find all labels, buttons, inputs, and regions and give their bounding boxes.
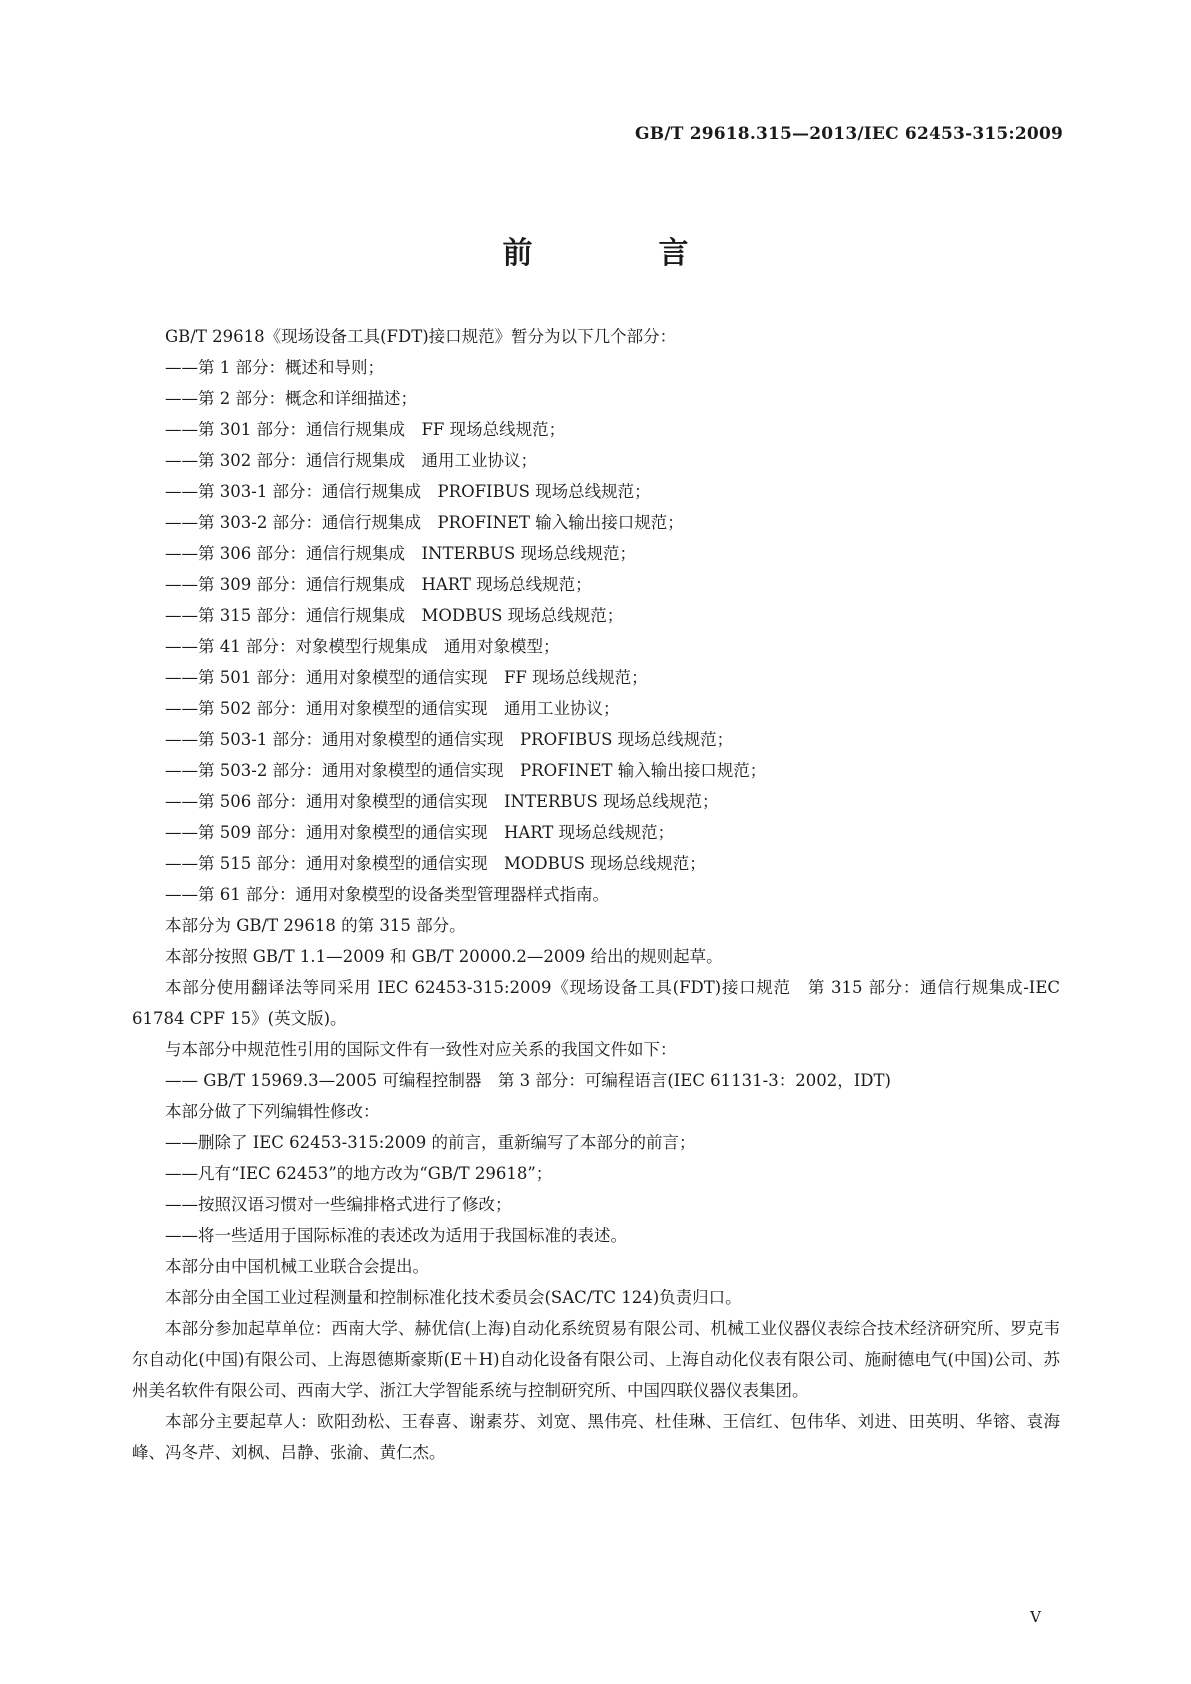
part-list-item: ——第 301 部分：通信行规集成 FF 现场总线规范；: [165, 420, 566, 439]
drafters-paragraph: 本部分主要起草人：欧阳劲松、王春喜、谢素芬、刘宽、黑伟亮、杜佳琳、王信红、包伟华、刘进、田英明、华镕、袁海峰、冯冬芹、刘枫、吕静、张渝、黄仁杰。: [132, 1412, 1060, 1462]
part-list-item: ——第 506 部分：通用对象模型的通信实现 INTERBUS 现场总线规范；: [165, 792, 719, 811]
part-list-item: ——第 503-1 部分：通用对象模型的通信实现 PROFIBUS 现场总线规范；: [165, 730, 734, 749]
part-list-item: ——第 2 部分：概念和详细描述；: [165, 389, 417, 408]
part-list-item: ——第 306 部分：通信行规集成 INTERBUS 现场总线规范；: [165, 544, 636, 563]
part-statement: 本部分为 GB/T 29618 的第 315 部分。: [165, 916, 466, 935]
proposer-statement: 本部分由中国机械工业联合会提出。: [165, 1257, 429, 1276]
part-list-item: ——第 41 部分：对象模型行规集成 通用对象模型；: [165, 637, 560, 656]
part-list-item: ——第 502 部分：通用对象模型的通信实现 通用工业协议；: [165, 699, 620, 718]
page-number: V: [1030, 1608, 1041, 1626]
correspondence-intro: 与本部分中规范性引用的国际文件有一致性对应关系的我国文件如下：: [165, 1040, 677, 1059]
drafting-rules-statement: 本部分按照 GB/T 1.1—2009 和 GB/T 20000.2—2009 给出的规则起草。: [165, 947, 723, 966]
editorial-change-item: ——按照汉语习惯对一些编排格式进行了修改；: [165, 1195, 512, 1214]
part-list-item: ——第 303-1 部分：通信行规集成 PROFIBUS 现场总线规范；: [165, 482, 651, 501]
correspondence-item: —— GB/T 15969.3—2005 可编程控制器 第 3 部分：可编程语言(IEC 61131-3：2002，IDT): [165, 1071, 891, 1090]
intro-paragraph: GB/T 29618《现场设备工具(FDT)接口规范》暂分为以下几个部分：: [165, 327, 677, 346]
drafting-units-paragraph: 本部分参加起草单位：西南大学、赫优信(上海)自动化系统贸易有限公司、机械工业仪器仪表综合技术经济研究所、罗克韦尔自动化(中国)有限公司、上海恩德斯豪斯(E＋H)自动化设备有限公司、上海自动化仪表有限公司、施耐德电气(中国)公司、苏州美名软件有限公司、西南大学、浙江大学智能系统与控制研究所、中国四联仪器仪表集团。: [132, 1319, 1060, 1400]
part-list-item: ——第 503-2 部分：通用对象模型的通信实现 PROFINET 输入输出接口规范；: [165, 761, 767, 780]
part-list-item: ——第 309 部分：通信行规集成 HART 现场总线规范；: [165, 575, 592, 594]
part-list-item: ——第 302 部分：通信行规集成 通用工业协议；: [165, 451, 537, 470]
editorial-changes-intro: 本部分做了下列编辑性修改：: [165, 1102, 380, 1121]
editorial-change-item: ——将一些适用于国际标准的表述改为适用于我国标准的表述。: [165, 1226, 627, 1245]
part-list-item: ——第 509 部分：通用对象模型的通信实现 HART 现场总线规范；: [165, 823, 675, 842]
editorial-change-item: ——凡有“IEC 62453”的地方改为“GB/T 29618”；: [165, 1164, 553, 1183]
document-body: [132, 321, 1060, 1468]
editorial-change-item: ——删除了 IEC 62453-315:2009 的前言，重新编写了本部分的前言；: [165, 1133, 696, 1152]
part-list-item: ——第 515 部分：通用对象模型的通信实现 MODBUS 现场总线规范；: [165, 854, 706, 873]
part-list-item: ——第 501 部分：通用对象模型的通信实现 FF 现场总线规范；: [165, 668, 648, 687]
adoption-statement: 本部分使用翻译法等同采用 IEC 62453-315:2009《现场设备工具(FDT)接口规范 第 315 部分：通信行规集成-IEC 61784 CPF 15》(英文版)。: [132, 978, 1060, 1028]
part-list-item: ——第 61 部分：通用对象模型的设备类型管理器样式指南。: [165, 885, 609, 904]
standard-number-header: GB/T 29618.315—2013/IEC 62453-315:2009: [635, 124, 1063, 144]
part-list-item: ——第 1 部分：概述和导则；: [165, 358, 384, 377]
part-list-item: ——第 315 部分：通信行规集成 MODBUS 现场总线规范；: [165, 606, 624, 625]
committee-statement: 本部分由全国工业过程测量和控制标准化技术委员会(SAC/TC 124)负责归口。: [165, 1288, 742, 1307]
page-title: 前 言: [502, 236, 737, 271]
part-list-item: ——第 303-2 部分：通信行规集成 PROFINET 输入输出接口规范；: [165, 513, 684, 532]
